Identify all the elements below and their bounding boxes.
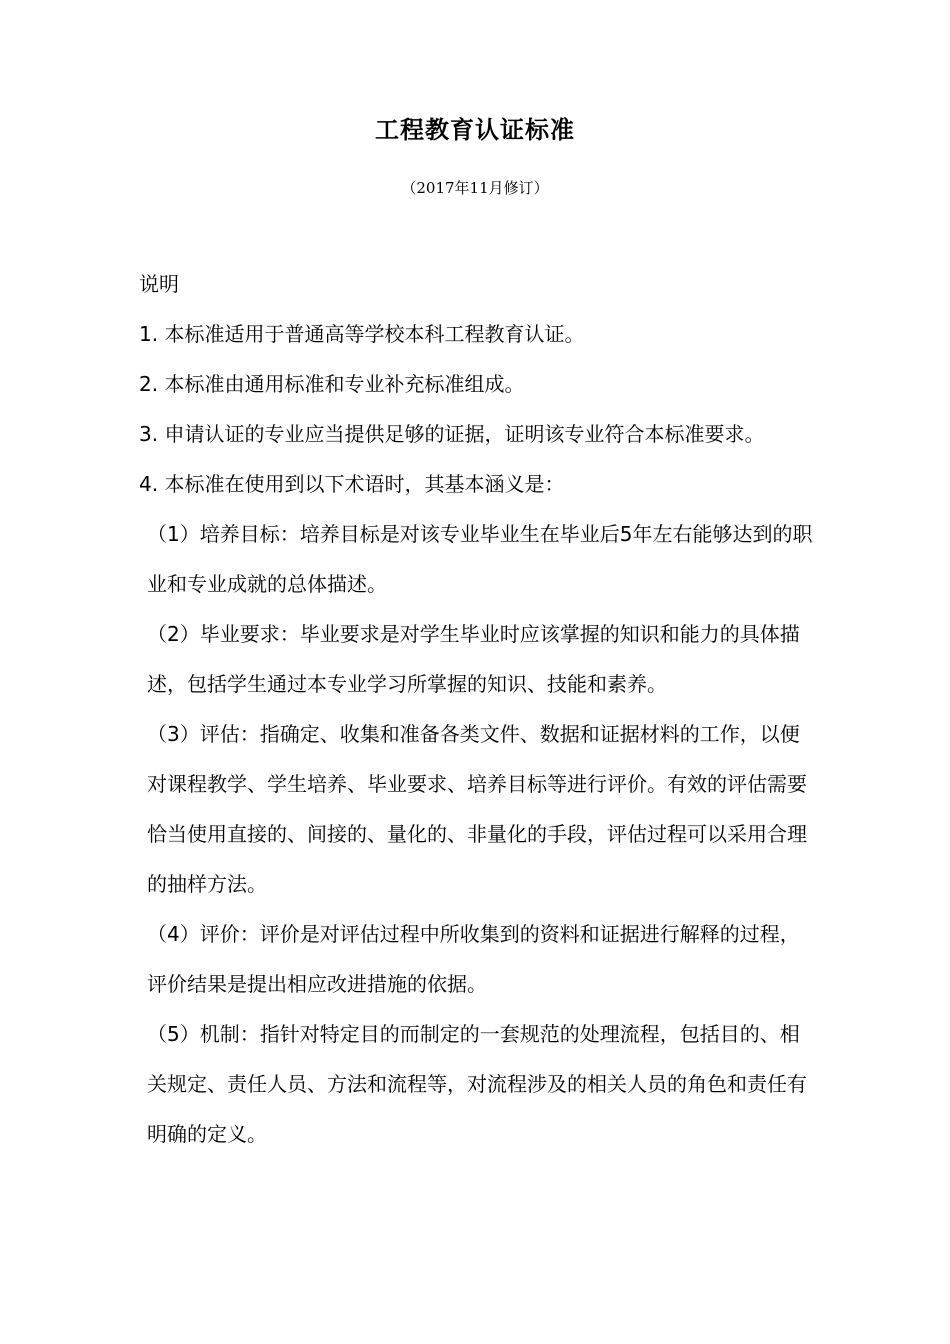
term-definition-3: （3）评估：指确定、收集和准备各类文件、数据和证据材料的工作，以便对课程教学、学生培养、毕业要求、培养目标等进行评价。有效的评估需要恰当使用直接的、间接的、量化的、非量化的手段，评估过程可以采用合理的抽样方法。: [147, 722, 807, 896]
term-definition-2: （2）毕业要求：毕业要求是对学生毕业时应该掌握的知识和能力的具体描述，包括学生通过本专业学习所掌握的知识、技能和素养。: [147, 622, 800, 696]
paragraph-item-2: 2. 本标准由通用标准和专业补充标准组成。: [139, 372, 525, 396]
paragraph-item-1: 1. 本标准适用于普通高等学校本科工程教育认证。: [139, 322, 585, 346]
term-definition-4: （4）评价：评价是对评估过程中所收集到的资料和证据进行解释的过程，评价结果是提出相应改进措施的依据。: [147, 922, 800, 996]
paragraph-item-3: 3. 申请认证的专业应当提供足够的证据，证明该专业符合本标准要求。: [139, 422, 765, 446]
term-definition-5: （5）机制：指针对特定目的而制定的一套规范的处理流程，包括目的、相关规定、责任人员、方法和流程等，对流程涉及的相关人员的角色和责任有明确的定义。: [147, 1022, 807, 1146]
document-subtitle: （2017年11月修订）: [401, 179, 549, 197]
document-title: 工程教育认证标准: [375, 116, 575, 144]
paragraph-item-4: 4. 本标准在使用到以下术语时，其基本涵义是：: [139, 472, 565, 496]
section-heading: 说明: [139, 272, 179, 296]
term-definition-1: （1）培养目标：培养目标是对该专业毕业生在毕业后5年左右能够达到的职业和专业成就的总体描述。: [147, 522, 813, 596]
document-body: [139, 259, 819, 1159]
